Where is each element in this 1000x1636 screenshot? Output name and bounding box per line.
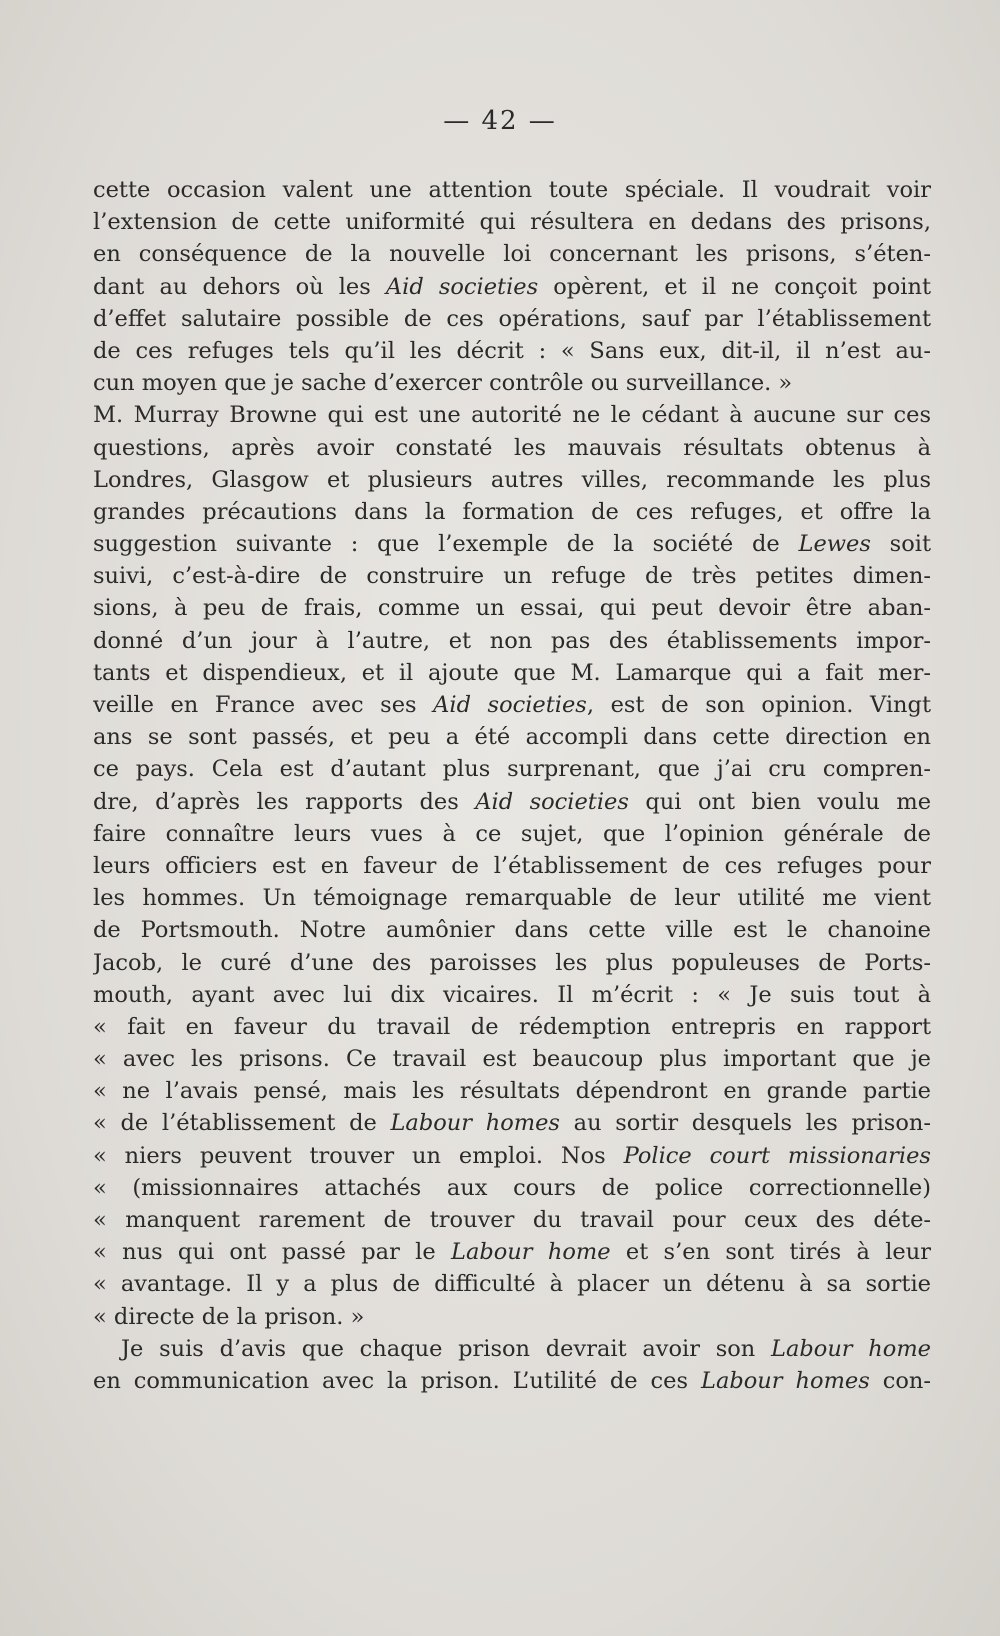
- text-line: [93, 528, 931, 560]
- text-segment: « directe de la prison. »: [93, 1303, 365, 1330]
- text-segment: « ne l’avais pensé, mais les résultats dépendront en grande partie: [93, 1078, 931, 1105]
- text-segment: grandes précautions dans la formation de ces refuges, et offre la: [93, 498, 931, 525]
- italic-term: Aid societies: [385, 273, 539, 300]
- body-text: [93, 174, 931, 1397]
- text-segment: « avantage. Il y a plus de difficulté à placer un détenu à sa sortie: [93, 1271, 931, 1298]
- text-segment: de Portsmouth. Notre aumônier dans cette ville est le chanoine: [93, 917, 931, 944]
- text-line: [93, 1011, 931, 1043]
- italic-term: Lewes: [798, 531, 871, 558]
- text-segment: opèrent, et il ne conçoit point: [538, 273, 931, 300]
- text-segment: de ces refuges tels qu’il les décrit : « Sans eux, dit-il, il n’est au-: [93, 337, 931, 364]
- text-line: [93, 496, 931, 528]
- text-segment: « nus qui ont passé par le: [93, 1239, 451, 1266]
- text-segment: qui ont bien voulu me: [628, 788, 931, 815]
- italic-term: Labour homes: [390, 1110, 560, 1137]
- text-segment: et s’en sont tirés à leur: [610, 1239, 931, 1266]
- italic-term: Labour home: [771, 1335, 931, 1362]
- page-number: — 42 —: [443, 106, 557, 136]
- text-segment: Je suis d’avis que chaque prison devrait avoir son: [121, 1335, 772, 1362]
- text-line: [93, 1172, 931, 1204]
- text-line: [93, 464, 931, 496]
- italic-term: Police court missionaries: [623, 1142, 931, 1169]
- text-line: [93, 625, 931, 657]
- text-segment: cette occasion valent une attention toute spéciale. Il voudrait voir: [93, 177, 931, 203]
- text-segment: , est de son opinion. Vingt: [586, 692, 931, 718]
- text-segment: dre, d’après les rapports des: [93, 788, 476, 815]
- text-segment: suggestion suivante : que l’exemple de la société de: [93, 531, 799, 558]
- text-line: [93, 238, 931, 270]
- text-segment: « niers peuvent trouver un emploi. Nos: [93, 1142, 624, 1169]
- text-line: [93, 657, 931, 689]
- text-line: [93, 1236, 931, 1268]
- text-segment: questions, après avoir constaté les mauvais résultats obtenus à: [93, 434, 931, 461]
- text-segment: en communication avec la prison. L’utilité de ces: [93, 1367, 701, 1394]
- text-segment: dant au dehors où les: [93, 273, 386, 300]
- text-line: [93, 947, 931, 979]
- text-segment: « manquent rarement de trouver du travail pour ceux des déte-: [93, 1207, 931, 1233]
- text-line: [93, 1140, 931, 1172]
- text-line: [93, 432, 931, 464]
- text-segment: con-: [869, 1367, 931, 1394]
- text-segment: au sortir desquels les prison-: [559, 1110, 931, 1137]
- text-line: [93, 303, 931, 335]
- text-line: [93, 399, 931, 431]
- text-line: [93, 786, 931, 818]
- text-segment: tants et dispendieux, et il ajoute que M. Lamarque qui a fait mer-: [93, 659, 931, 686]
- text-segment: Londres, Glasgow et plusieurs autres villes, recommande les plus: [93, 466, 931, 493]
- text-segment: « de l’établissement de: [93, 1110, 391, 1137]
- text-segment: Jacob, le curé d’une des paroisses les plus populeuses de Ports-: [93, 949, 931, 976]
- text-line: [93, 818, 931, 850]
- text-segment: M. Murray Browne qui est une autorité ne le cédant à aucune sur ces: [93, 402, 931, 429]
- text-line: [93, 850, 931, 882]
- text-segment: soit: [870, 531, 931, 558]
- text-segment: « (missionnaires attachés aux cours de police correctionnelle): [93, 1174, 931, 1201]
- text-segment: sions, à peu de frais, comme un essai, qui peut devoir être aban-: [93, 595, 931, 622]
- text-segment: suivi, c’est-à-dire de construire un refuge de très petites dimen-: [93, 563, 931, 590]
- italic-term: Labour homes: [701, 1367, 870, 1394]
- text-line: [93, 1043, 931, 1075]
- text-line: [93, 367, 931, 399]
- text-segment: veille en France avec ses: [93, 692, 434, 718]
- text-line: [93, 1333, 931, 1365]
- text-segment: ce pays. Cela est d’autant plus surprenant, que j’ai cru compren-: [93, 756, 931, 783]
- text-line: [93, 592, 931, 624]
- text-line: [93, 206, 931, 238]
- text-segment: mouth, ayant avec lui dix vicaires. Il m’écrit : « Je suis tout à: [93, 981, 931, 1008]
- text-segment: ans se sont passés, et peu a été accompli dans cette direction en: [93, 724, 931, 751]
- italic-term: Aid societies: [433, 692, 587, 718]
- text-line: [93, 1268, 931, 1300]
- text-segment: cun moyen que je sache d’exercer contrôle ou surveillance. »: [93, 370, 793, 397]
- text-line: [93, 1075, 931, 1107]
- text-line: [93, 1107, 931, 1139]
- text-line: [93, 753, 931, 785]
- text-line: [93, 689, 931, 721]
- italic-term: Labour home: [451, 1239, 611, 1266]
- text-line: [93, 271, 931, 303]
- text-line: [93, 1204, 931, 1236]
- text-line: [93, 560, 931, 592]
- text-segment: en conséquence de la nouvelle loi concernant les prisons, s’éten-: [93, 241, 931, 268]
- text-segment: l’extension de cette uniformité qui résultera en dedans des prisons,: [93, 209, 931, 236]
- text-line: [93, 335, 931, 367]
- italic-term: Aid societies: [475, 788, 629, 815]
- text-segment: les hommes. Un témoignage remarquable de leur utilité me vient: [93, 885, 931, 912]
- text-segment: « avec les prisons. Ce travail est beaucoup plus important que je: [93, 1046, 931, 1073]
- text-segment: faire connaître leurs vues à ce sujet, que l’opinion générale de: [93, 820, 931, 847]
- text-segment: « fait en faveur du travail de rédemption entrepris en rapport: [93, 1013, 931, 1040]
- text-line: [93, 979, 931, 1011]
- text-line: [93, 882, 931, 914]
- text-line: [93, 721, 931, 753]
- text-segment: donné d’un jour à l’autre, et non pas des établissements impor-: [93, 627, 931, 654]
- text-segment: d’effet salutaire possible de ces opérations, sauf par l’établissement: [93, 305, 931, 332]
- text-line: [93, 1365, 931, 1397]
- text-line: [93, 174, 931, 206]
- text-segment: leurs officiers est en faveur de l’établissement de ces refuges pour: [93, 852, 931, 879]
- text-line: [93, 914, 931, 946]
- text-line: [93, 1301, 931, 1333]
